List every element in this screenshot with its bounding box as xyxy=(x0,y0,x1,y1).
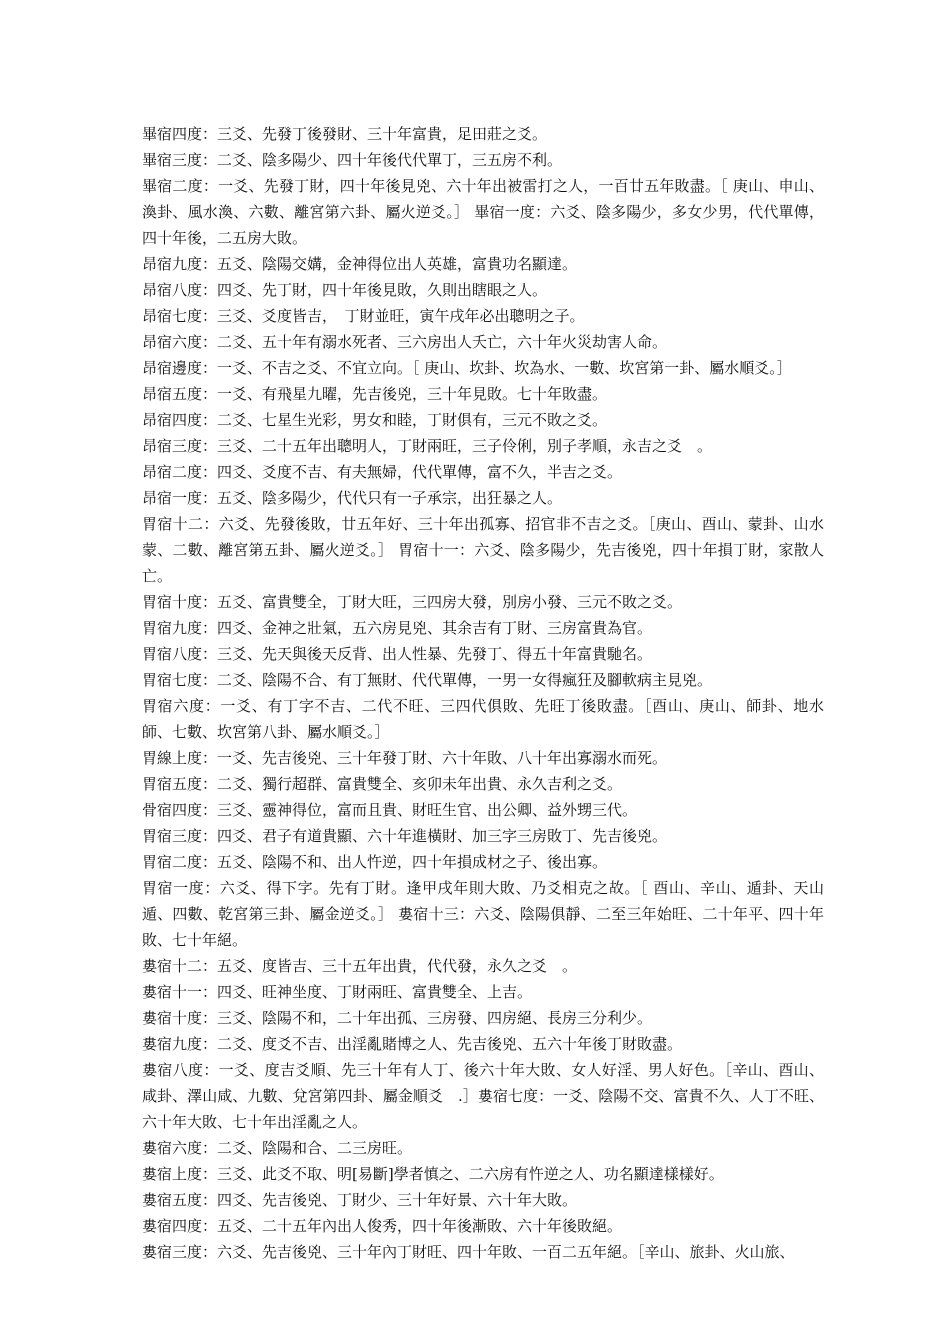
text-line: 胃宿十度：五爻、富貴雙全，丁財大旺，三四房大發，別房小發、三元不敗之爻。 xyxy=(142,593,683,611)
text-line: 昂宿二度：四爻、爻度不吉、有夫無婦，代代單傳，富不久，半吉之爻。 xyxy=(142,463,623,481)
text-line: 胃宿七度：二爻、陰陽不合、有丁無財、代代單傳，一男一女得瘋狂及腳軟病主見兇。 xyxy=(142,671,713,689)
text-line: 婁宿五度：四爻、先吉後兇、丁財少、三十年好景、六十年大敗。 xyxy=(142,1191,578,1209)
text-line: 畢宿三度：二爻、陰多陽少、四十年後代代單丁，三五房不利。 xyxy=(142,151,563,169)
text-line: 胃宿二度：五爻、陰陽不和、出人忤逆，四十年損成材之子、後出寡。 xyxy=(142,853,608,871)
text-line: 胃線上度：一爻、先吉後兇、三十年發丁財、六十年敗、八十年出寡溺水而死。 xyxy=(142,749,668,767)
text-line: 婁宿四度：五爻、二十五年內出人俊秀，四十年後漸敗、六十年後敗絕。 xyxy=(142,1217,623,1235)
text-line: 胃宿五度：二爻、獨行超群、富貴雙全、亥卯未年出貴、永久吉利之爻。 xyxy=(142,775,623,793)
text-line: 胃宿八度：三爻、先天與後天反背、出人性暴、先發丁、得五十年富貴馳名。 xyxy=(142,645,653,663)
text-line: 昂宿四度：二爻、七星生光彩，男女和睦，丁財俱有，三元不敗之爻。 xyxy=(142,411,608,429)
text-line: 昂宿三度：三爻、二十五年出聰明人，丁財兩旺，三子伶俐，別子孝順，永吉之爻 。 xyxy=(142,437,713,455)
text-line: 昂宿邊度：一爻、不吉之爻、不宜立向。［ 庚山、坎卦、坎為水、一數、坎宮第一卦、屬水順爻。］ xyxy=(142,359,792,377)
text-line: 昂宿一度：五爻、陰多陽少，代代只有一子承宗，出狂暴之人。 xyxy=(142,489,563,507)
text-line: 昂宿五度：一爻、有飛星九曜，先吉後兇，三十年見敗。七十年敗盡。 xyxy=(142,385,608,403)
text-line: 昂宿七度：三爻、爻度皆吉， 丁財並旺，寅午戌年必出聰明之子。 xyxy=(142,307,585,325)
text-line: 婁宿上度：三爻、此爻不取、明[易斷]學者慎之、二六房有忤逆之人、功名顯達樣樣好。 xyxy=(142,1165,724,1183)
text-line: 昂宿九度：五爻、陰陽交媾，金神得位出人英雄，富貴功名顯達。 xyxy=(142,255,578,273)
text-line: 胃宿三度：四爻、君子有道貴顯、六十年進橫財、加三字三房敗丁、先吉後兇。 xyxy=(142,827,668,845)
text-line: 昂宿六度：二爻、五十年有溺水死者、三六房出人夭亡，六十年火災劫害人命。 xyxy=(142,333,668,351)
text-line: 胃宿九度：四爻、金神之壯氣，五六房見兇、其余吉有丁財、三房富貴為官。 xyxy=(142,619,653,637)
document-page xyxy=(142,121,824,1265)
text-paragraph: 胃宿十二：六爻、先發後敗，廿五年好、三十年出孤寡、招官非不吉之爻。［庚山、酉山、蒙卦、山水蒙、二數、離宮第五卦、屬火逆爻。］ 胃宿十一：六爻、陰多陽少，先吉後兇，四十年損丁財，家散人亡。 xyxy=(142,515,824,585)
text-line: 婁宿十二：五爻、度皆吉、三十五年出貴，代代發，永久之爻 。 xyxy=(142,957,578,975)
text-paragraph: 胃宿一度：六爻、得下字。先有丁財。逢甲戌年則大敗、乃爻相克之故。［ 酉山、辛山、遁卦、天山遁、四數、乾宮第三卦、屬金逆爻。］ 婁宿十三：六爻、陰陽俱靜、二至三年始旺、二十年平、四十年敗、七十年絕。 xyxy=(142,879,824,949)
text-line: 婁宿十度：三爻、陰陽不和，二十年出孤、三房發、四房絕、長房三分利少。 xyxy=(142,1009,653,1027)
text-line: 昂宿八度：四爻、先丁財，四十年後見敗，久則出瞎眼之人。 xyxy=(142,281,548,299)
text-paragraph: 畢宿二度：一爻、先發丁財，四十年後見兇、六十年出被雷打之人，一百廿五年敗盡。［ 庚山、申山、渙卦、風水渙、六數、離宮第六卦、屬火逆爻。］ 畢宿一度：六爻、陰多陽少，多女少男，代代單傳，四十年後，二五房大敗。 xyxy=(142,177,824,247)
text-line: 畢宿四度：三爻、先發丁後發財、三十年富貴，足田莊之爻。 xyxy=(142,125,548,143)
text-line: 婁宿九度：二爻、度爻不吉、出淫亂賭博之人、先吉後兇、五六十年後丁財敗盡。 xyxy=(142,1035,683,1053)
text-line: 婁宿三度：六爻、先吉後兇、三十年內丁財旺、四十年敗、一百二五年絕。［辛山、旅卦、火山旅、 xyxy=(142,1243,795,1261)
text-line: 婁宿六度：二爻、陰陽和合、二三房旺。 xyxy=(142,1139,413,1157)
text-line: 婁宿十一：四爻、旺神坐度、丁財兩旺、富貴雙全、上吉。 xyxy=(142,983,533,1001)
text-line: 骨宿四度：三爻、靈神得位，富而且貴、財旺生官、出公卿、益外甥三代。 xyxy=(142,801,638,819)
text-paragraph: 胃宿六度：一爻、有丁字不吉、二代不旺、三四代俱敗、先旺丁後敗盡。［酉山、庚山、師卦、地水師、七數、坎宮第八卦、屬水順爻。］ xyxy=(142,697,824,741)
text-paragraph: 婁宿八度：一爻、度吉爻順、先三十年有人丁、後六十年大敗、女人好淫、男人好色。［辛山、酉山、咸卦、澤山咸、九數、兌宮第四卦、屬金順爻 .］婁宿七度：一爻、陰陽不交、富貴不久、人丁不旺、六十年大敗、七十年出淫亂之人。 xyxy=(142,1061,824,1131)
